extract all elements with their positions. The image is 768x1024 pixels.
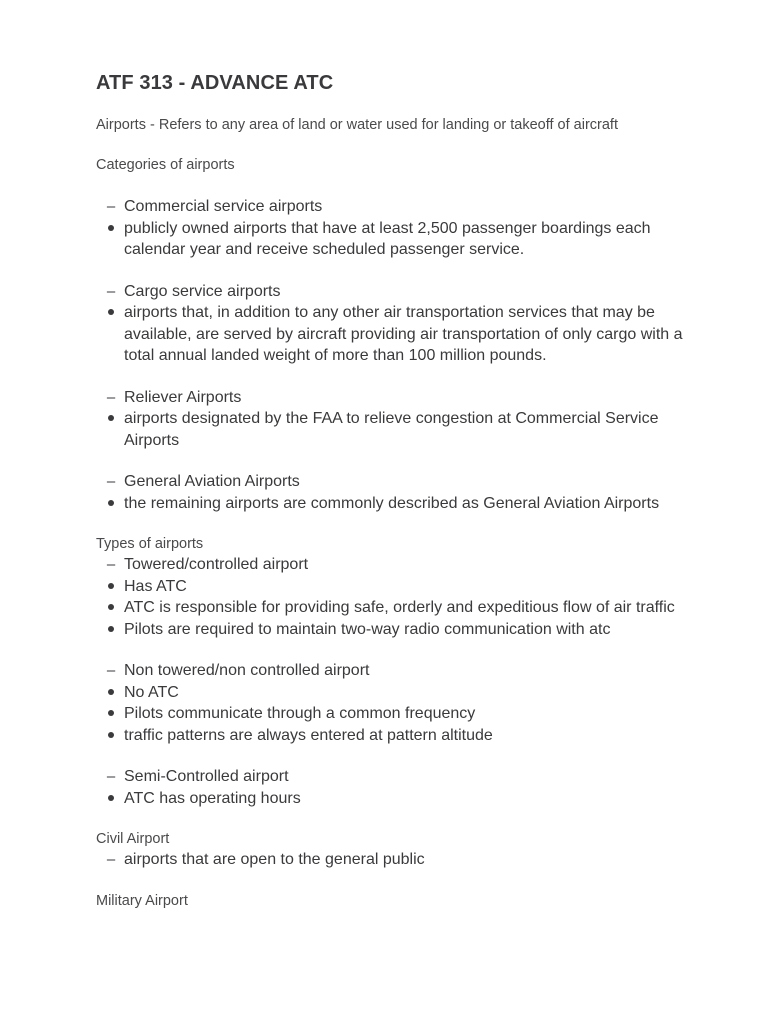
bullet-marker xyxy=(104,302,118,324)
list-item: airports designated by the FAA to relieve congestion at Commercial Service Airports xyxy=(96,408,716,451)
airports-definition: Airports - Refers to any area of land or water used for landing or takeoff of aircraft xyxy=(96,117,618,133)
list-item: the remaining airports are commonly described as General Aviation Airports xyxy=(96,493,716,515)
categories-heading: Categories of airports xyxy=(96,157,235,173)
list-item: Pilots are required to maintain two-way radio communication with atc xyxy=(96,619,716,641)
document-page xyxy=(96,68,716,911)
list-item: – Towered/controlled airport xyxy=(96,554,716,576)
list-item: Pilots communicate through a common frequency xyxy=(96,703,716,725)
category-general-aviation xyxy=(96,471,716,514)
bullet-marker xyxy=(104,619,118,641)
bullet-marker xyxy=(104,408,118,430)
category-commercial xyxy=(96,196,716,261)
bullet-marker xyxy=(104,725,118,747)
list-item: Has ATC xyxy=(96,576,716,598)
list-item: – General Aviation Airports xyxy=(96,471,716,493)
document-title: ATF 313 - ADVANCE ATC xyxy=(96,72,334,94)
dash-marker xyxy=(104,660,118,682)
dash-marker xyxy=(104,554,118,576)
bullet-marker xyxy=(104,682,118,704)
dash-marker xyxy=(104,281,118,303)
list-item: – Semi-Controlled airport xyxy=(96,766,716,788)
list-item: – Reliever Airports xyxy=(96,387,716,409)
dash-marker xyxy=(104,387,118,409)
list-item: ATC has operating hours xyxy=(96,788,716,810)
dash-marker xyxy=(104,849,118,871)
type-non-towered xyxy=(96,660,716,746)
category-cargo xyxy=(96,281,716,367)
category-reliever xyxy=(96,387,716,452)
bullet-marker xyxy=(104,493,118,515)
type-semi-controlled xyxy=(96,766,716,809)
bullet-marker xyxy=(104,576,118,598)
list-item: publicly owned airports that have at least 2,500 passenger boardings each calendar year and receive scheduled passenger service. xyxy=(96,218,716,261)
type-towered xyxy=(96,554,716,640)
list-item: traffic patterns are always entered at pattern altitude xyxy=(96,725,716,747)
military-heading: Military Airport xyxy=(96,892,188,909)
dash-marker xyxy=(104,196,118,218)
bullet-marker xyxy=(104,218,118,240)
civil-list xyxy=(96,849,716,871)
list-item: – Non towered/non controlled airport xyxy=(96,660,716,682)
list-item: – airports that are open to the general public xyxy=(96,849,716,871)
types-heading: Types of airports xyxy=(96,536,204,552)
dash-marker xyxy=(104,766,118,788)
bullet-marker xyxy=(104,788,118,810)
dash-marker xyxy=(104,471,118,493)
list-item: – Commercial service airports xyxy=(96,196,716,218)
list-item: airports that, in addition to any other air transportation services that may be available, are served by aircraft providing air transportation of only cargo with a total annual landed weight of more than 100 million pounds. xyxy=(96,302,716,367)
list-item: No ATC xyxy=(96,682,716,704)
list-item: ATC is responsible for providing safe, orderly and expeditious flow of air traffic xyxy=(96,597,716,619)
list-item: – Cargo service airports xyxy=(96,281,716,303)
bullet-marker xyxy=(104,703,118,725)
bullet-marker xyxy=(104,597,118,619)
civil-heading: Civil Airport xyxy=(96,831,170,847)
